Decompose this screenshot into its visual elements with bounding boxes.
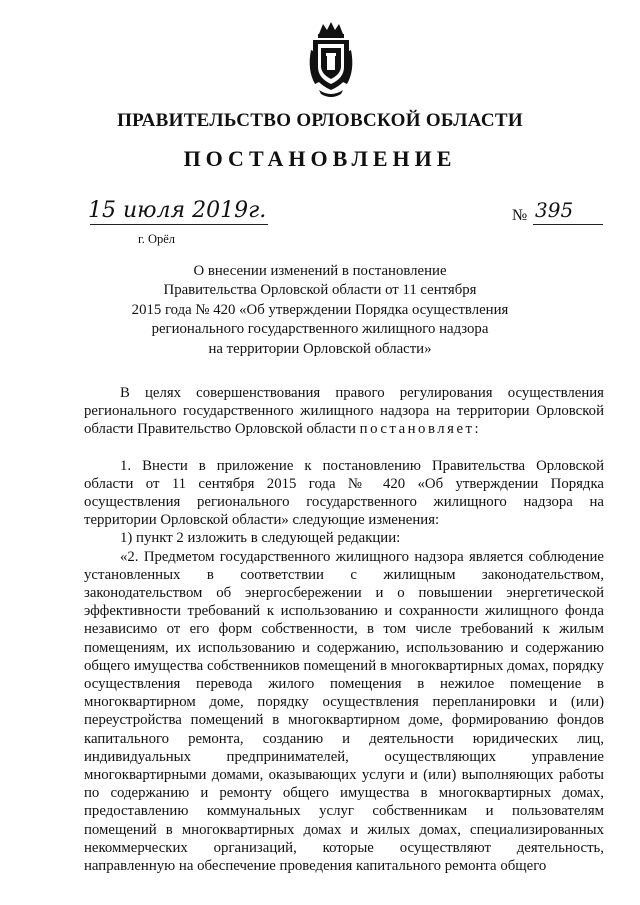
subject-line: О внесении изменений в постановление <box>193 263 447 279</box>
subject-line: 2015 года № 420 «Об утверждении Порядка осуществления <box>131 301 509 318</box>
subject-line: на территории Орловской области» <box>208 340 432 357</box>
preamble-text: В целях совершенствования правого регулирования осуществления регионального государственного жилищного надзора на территории Орловской области Правительство Орловской области <box>84 385 604 438</box>
document-type-title: ПОСТАНОВЛЕНИЕ <box>183 146 457 171</box>
item-1-1-paragraph: 1) пункт 2 изложить в следующей редакции: <box>120 530 401 547</box>
item-1-1-text-paragraph: «2. Предметом государственного жилищного надзора является соблюдение установленных в соответствии с жилищным законодательством, законодательством об энергосбережении и о повышении энергетической эффективности требований к использованию и сохранности жилищного фонда независимо от его форм собственности, в том числе требований к жилым помещениям, их использованию и содержанию, использованию и содержанию общего имущества собственников помещений в многоквартирных домах, порядку осуществления перевода жилого помещения в нежилое помещение в многоквартирном доме, порядку осуществления перепланировки и (или) переустройства помещений в многоквартирном доме, формированию фондов капитального ремонта, созданию и деятельности юридических лиц, индивидуальных предпринимателей, осуществляющих управление многоквартирными домами, оказывающих услуги и (или) выполняющих работы по содержанию и ремонту общего имущества в многоквартирных домах, предоставлению коммунальных услуг собственникам и пользователям помещений в многоквартирных домах и жилых домах, специализированных некоммерческих организаций, которые осуществляют деятельность, направленную на обеспечение проведения капитального ремонта общего <box>84 548 604 875</box>
government-title: ПРАВИТЕЛЬСТВО ОРЛОВСКОЙ ОБЛАСТИ <box>117 110 523 131</box>
handwritten-date: 15 июля 2019г. <box>88 198 267 223</box>
document-subject <box>0 262 640 359</box>
date-underline <box>90 224 268 225</box>
preamble-paragraph <box>84 384 604 439</box>
handwritten-number: 395 <box>535 198 574 222</box>
document-body <box>84 384 604 875</box>
subject-line: регионального государственного жилищного надзора <box>151 321 489 338</box>
coat-of-arms-emblem <box>305 20 357 98</box>
subject-line: Правительства Орловской области от 11 сентября <box>163 282 477 299</box>
item-1-paragraph: 1. Внести в приложение к постановлению Правительства Орловской области от 11 сентября 2015 года № 420 «Об утверждении Порядка осуществления регионального государственного жилищного надзора на территории Орловской области» следующие изменения: <box>84 457 604 529</box>
city-label: г. Орёл <box>138 232 176 246</box>
number-label: № <box>512 207 528 224</box>
number-underline <box>533 224 603 225</box>
preamble-keyword: постановляет: <box>359 421 482 438</box>
